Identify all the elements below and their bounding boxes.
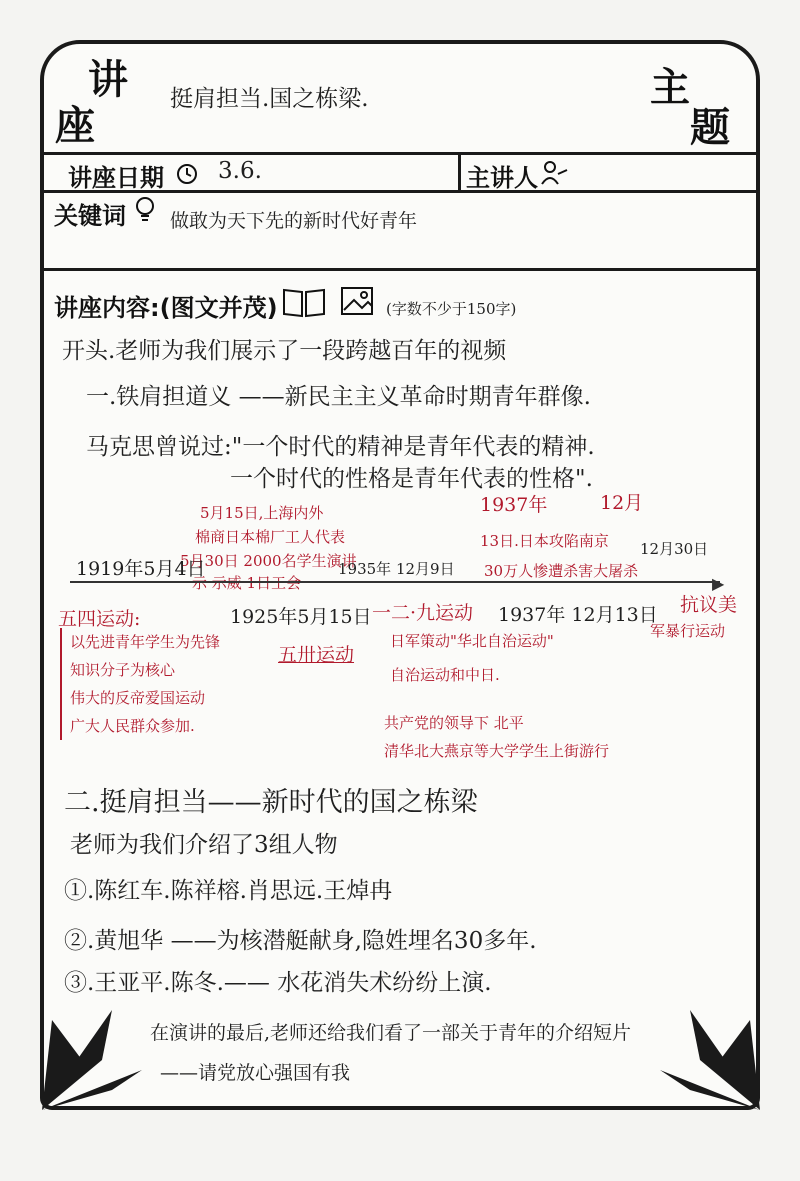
divider-speaker xyxy=(458,152,461,190)
section2-item-3: ③.王亚平.陈冬.—— 水花消失术纷纷上演. xyxy=(64,970,492,996)
tl-note-1937: 1937年 xyxy=(480,494,548,516)
tl-date-1937: 1937年 12月13日 xyxy=(498,604,658,626)
corner-char-jiang: 讲 xyxy=(88,57,128,103)
tl-note-dec12: 12月 xyxy=(600,492,644,514)
divider-keyword xyxy=(40,268,760,271)
content-line-1: 开头.老师为我们展示了一段跨越百年的视频 xyxy=(62,338,507,364)
wusi-notes xyxy=(60,628,220,740)
section2-closing: 在演讲的最后,老师还给我们看了一部关于青年的介绍短片 xyxy=(150,1022,632,1044)
label-wusa: 五卅运动 xyxy=(278,644,355,666)
tl-note-may15b: 棉商日本棉厂工人代表 xyxy=(195,528,346,546)
section2-item-2: ②.黄旭华 ——为核潜艇献身,隐姓埋名30多年. xyxy=(64,928,537,954)
wusi-note: 广大人民群众参加. xyxy=(70,717,195,735)
content-line-3: 马克思曾说过:"一个时代的精神是青年代表的精神. xyxy=(86,434,595,460)
date-label: 讲座日期 xyxy=(68,164,164,192)
timeline-arrow-icon: ▶ xyxy=(712,574,725,593)
wusi-note: 知识分子为核心 xyxy=(70,661,176,679)
lightbulb-icon xyxy=(134,196,156,224)
keyword-value: 做敢为天下先的新时代好青年 xyxy=(170,210,418,232)
speaker-label: 主讲人 xyxy=(466,164,538,192)
wusi-note: 伟大的反帝爱国运动 xyxy=(70,689,206,707)
speaker-icon xyxy=(540,160,568,186)
tl-note-dec30: 12月30日 xyxy=(640,540,709,558)
tl-date-1935: 1935年 12月9日 xyxy=(338,560,455,578)
divider-header xyxy=(40,152,760,155)
corner-char-zuo: 座 xyxy=(55,103,95,149)
tl-note-may30b: 示 示威 1日工会 xyxy=(192,574,302,592)
section2-item-1: ①.陈红车.陈祥榕.肖思远.王焯冉 xyxy=(64,878,393,904)
keyword-label: 关键词 xyxy=(54,202,126,230)
content-note: (字数不少于150字) xyxy=(386,300,517,318)
tl-date-1919: 1919年5月4日 xyxy=(76,558,206,580)
tl-note-nanjing: 30万人惨遭杀害大屠杀 xyxy=(484,562,639,580)
theme-text: 挺肩担当.国之栋梁. xyxy=(170,86,369,112)
content-label: 讲座内容:(图文并茂) xyxy=(54,294,278,322)
corner-char-ti: 题 xyxy=(690,105,730,151)
yierjiu-note: 自治运动和中日. xyxy=(390,666,500,684)
book-icon xyxy=(282,286,326,318)
corner-fan-right-icon xyxy=(650,990,760,1110)
corner-fan-left-icon xyxy=(42,990,152,1110)
date-value: 3.6. xyxy=(218,158,262,184)
clock-icon xyxy=(176,163,198,185)
timeline-axis xyxy=(70,581,720,583)
wusi-note: 以先进青年学生为先锋 xyxy=(70,633,221,651)
tl-note-may15: 5月15日,上海内外 xyxy=(200,504,324,522)
corner-char-zhu: 主 xyxy=(650,65,690,111)
label-kangri2: 军暴行运动 xyxy=(650,622,726,640)
section2-title: 二.挺肩担当——新时代的国之栋梁 xyxy=(64,787,478,818)
yierjiu-note: 清华北大燕京等大学学生上街游行 xyxy=(384,742,610,760)
picture-icon xyxy=(340,286,376,318)
yierjiu-note: 共产党的领导下 北平 xyxy=(384,714,524,732)
section2-closing-2: ——请党放心强国有我 xyxy=(160,1062,351,1084)
label-kangri: 抗议美 xyxy=(680,594,738,616)
section2-intro: 老师为我们介绍了3组人物 xyxy=(70,832,338,858)
tl-note-dec13: 13日.日本攻陷南京 xyxy=(480,532,609,550)
label-wusi: 五四运动: xyxy=(58,608,141,630)
yierjiu-note: 日军策动"华北自治运动" xyxy=(390,632,554,650)
tl-date-1925: 1925年5月15日 xyxy=(230,606,372,628)
content-line-2: 一.铁肩担道义 ——新民主主义革命时期青年群像. xyxy=(86,384,591,410)
tl-note-may30: 5月30日 2000名学生演讲 xyxy=(180,552,357,570)
content-line-4: 一个时代的性格是青年代表的性格". xyxy=(230,466,593,492)
label-yierjiu: 一二·九运动 xyxy=(372,602,474,624)
